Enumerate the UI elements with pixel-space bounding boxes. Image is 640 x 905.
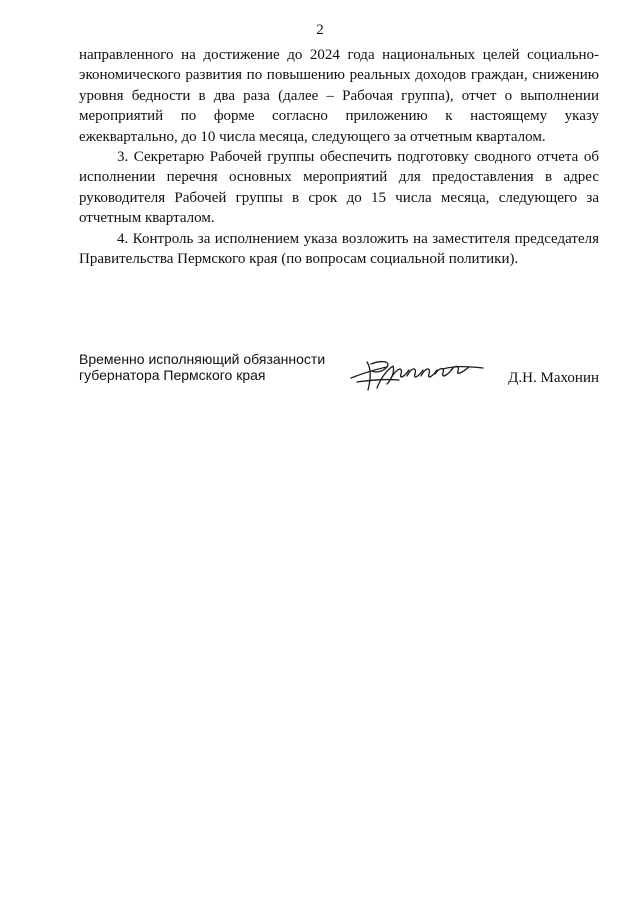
handwritten-signature	[347, 354, 487, 394]
signer-title-line-2: губернатора Пермского края	[79, 366, 266, 383]
signer-name: Д.Н. Махонин	[508, 370, 599, 386]
signature-block	[79, 352, 599, 400]
paragraph-item-3: 3. Секретарю Рабочей группы обеспечить подготовку сводного отчета об исполнении перечня основных мероприятий для предоставления в адрес руководителя Рабочей группы в срок до 15 числа месяца, следующего за отчетным кварталом.	[79, 149, 599, 227]
paragraph-continuation: направленного на достижение до 2024 года национальных целей социально-экономического развития по повышению реальных доходов граждан, снижению уровня бедности в два раза (далее – Рабочая группа), отчет о выполнении мероприятий по форме согласно приложению к настоящему указу ежеквартально, до 10 числа месяца, следующего за отчетным кварталом.	[79, 47, 599, 145]
paragraph-item-4: 4. Контроль за исполнением указа возложить на заместителя председателя Правительства Пермского края (по вопросам социальной политики).	[79, 230, 599, 268]
signer-title-line-1: Временно исполняющий обязанности	[79, 351, 326, 367]
page-number: 2	[316, 22, 324, 38]
signer-title	[79, 352, 325, 383]
document-body	[79, 45, 599, 269]
